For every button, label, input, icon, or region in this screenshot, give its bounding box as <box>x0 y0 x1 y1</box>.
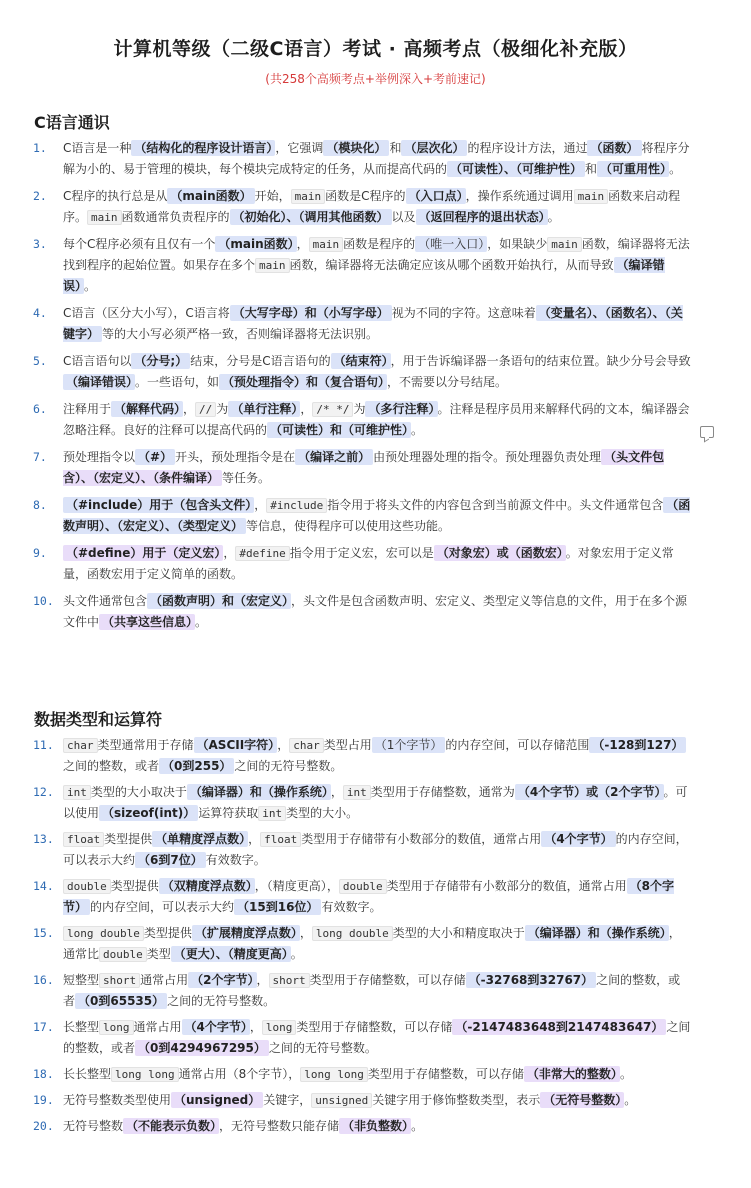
item-number: 1. <box>33 141 47 155</box>
code-snippet: int <box>63 785 91 800</box>
item-text: 运算符获取 <box>198 806 259 820</box>
highlight-text: （main函数） <box>215 236 296 252</box>
item-number: 16. <box>33 973 54 987</box>
highlight-text: （唯一入口） <box>415 236 487 252</box>
highlight-text: （大写字母）和（小写字母） <box>230 305 392 321</box>
highlight-text: （无符号整数） <box>540 1092 624 1108</box>
list-item <box>0 399 751 441</box>
code-snippet: float <box>63 832 104 847</box>
item-text: 类型用于存储整数，可以存储 <box>296 1020 453 1034</box>
highlight-text: （4个字节） <box>182 1019 250 1035</box>
code-snippet: long long <box>300 1067 368 1082</box>
code-snippet: main <box>255 258 290 273</box>
code-snippet: short <box>269 973 310 988</box>
item-text: 长长整型 <box>63 1067 112 1081</box>
highlight-text: （可重用性） <box>597 161 669 177</box>
highlight-text: （模块化） <box>323 140 389 156</box>
item-text: 。一些语句，如 <box>135 375 220 389</box>
item-text: 开始， <box>254 189 291 203</box>
list-item <box>0 1116 751 1137</box>
item-number: 20. <box>33 1119 54 1133</box>
item-number: 18. <box>33 1067 54 1081</box>
list-item <box>0 970 751 1012</box>
section-heading-datatypes: 数据类型和运算符 <box>34 710 163 729</box>
item-text: 长整型 <box>63 1020 100 1034</box>
highlight-text: （分号;） <box>131 353 190 369</box>
list-item <box>0 591 751 633</box>
item-text: 头文件通常包含 <box>63 594 148 608</box>
highlight-text: （#include）用于（包含头文件） <box>63 497 254 513</box>
list-item <box>0 735 751 777</box>
code-snippet: double <box>63 879 111 894</box>
code-snippet: long long <box>111 1067 179 1082</box>
list-item <box>0 186 751 228</box>
item-text: （8个字节） <box>226 1067 289 1081</box>
code-snippet: main <box>547 237 582 252</box>
item-text: 每个C程序必须有且仅有一个 <box>63 237 216 251</box>
item-text: 类型通常用于存储 <box>97 738 194 752</box>
item-text: 通常占用 <box>140 973 189 987</box>
item-text: 类型用于存储带有小数部分的数值，通常占用 <box>386 879 627 893</box>
code-snippet: int <box>258 806 286 821</box>
item-text: 的内存空间，可以表示大约 <box>63 832 688 867</box>
item-text: 类型用于存储带有小数部分的数值，通常占用 <box>301 832 542 846</box>
highlight-text: （编译器）和（操作系统） <box>525 925 669 941</box>
highlight-text: （0到65535） <box>75 993 167 1009</box>
item-text: 。 <box>411 1119 424 1133</box>
highlight-text: （8个字节） <box>63 879 674 914</box>
highlight-text: （非负整数） <box>339 1118 411 1134</box>
item-number: 6. <box>33 402 47 416</box>
item-number: 2. <box>33 189 47 203</box>
highlight-text: （4个字节）或（2个字节） <box>515 784 664 800</box>
code-snippet: double <box>99 947 147 962</box>
code-snippet: main <box>87 210 122 225</box>
list-item <box>0 1090 751 1111</box>
item-number: 11. <box>33 738 54 752</box>
list-item <box>0 303 751 345</box>
item-number: 15. <box>33 926 54 940</box>
list-c-basics <box>0 138 751 639</box>
highlight-text: （头文件包含）、（宏定义）、（条件编译） <box>63 450 665 485</box>
item-text: ， <box>326 879 339 893</box>
comment-icon[interactable] <box>700 426 714 438</box>
item-text: 。可以使用 <box>63 785 688 820</box>
item-text: 视为不同的字符。这意味着 <box>391 306 536 320</box>
code-snippet: main <box>309 237 344 252</box>
code-snippet: main <box>291 189 326 204</box>
item-text: 类型 <box>146 947 171 961</box>
highlight-text: （1个字节） <box>372 737 446 753</box>
item-text: ， <box>330 785 343 799</box>
code-snippet: float <box>260 832 301 847</box>
code-snippet: char <box>289 738 324 753</box>
item-text: ， <box>300 402 313 416</box>
item-text: C语言（区分大小写），C语言将 <box>63 306 230 320</box>
highlight-text: （sizeof(int)） <box>99 805 198 821</box>
list-item <box>0 876 751 918</box>
highlight-text: （编译错误） <box>63 258 665 293</box>
item-text: ， <box>299 926 312 940</box>
item-text: 。 <box>624 1093 637 1107</box>
highlight-text: （入口点） <box>406 188 466 204</box>
item-text: 结束，分号是C语言语句的 <box>190 354 331 368</box>
item-text: C语言语句以 <box>63 354 132 368</box>
item-text: 和 <box>585 162 598 176</box>
item-text: ， <box>277 738 290 752</box>
item-number: 7. <box>33 450 47 464</box>
highlight-text: （2个字节） <box>188 972 256 988</box>
highlight-text: （非常大的整数） <box>524 1066 620 1082</box>
item-text: 。 <box>619 1067 632 1081</box>
highlight-text: （编译之前） <box>295 449 373 465</box>
list-datatypes <box>0 735 751 1142</box>
item-text: 。注释是程序员用来解释代码的文本，编译器会忽略注释。良好的注释可以提高代码的 <box>63 402 690 437</box>
item-text: 的内存空间，可以存储范围 <box>445 738 590 752</box>
item-text: 类型占用 <box>323 738 372 752</box>
highlight-text: （对象宏）或（函数宏） <box>434 545 566 561</box>
item-number: 10. <box>33 594 54 608</box>
highlight-text: （初始化）、（调用其他函数） <box>230 209 392 225</box>
item-text: 关键字用于修饰整数类型，表示 <box>372 1093 541 1107</box>
item-text: 。 <box>411 423 424 437</box>
list-item <box>0 1017 751 1059</box>
item-text: 类型用于存储整数，可以存储 <box>367 1067 524 1081</box>
highlight-text: （4个字节） <box>541 831 615 847</box>
item-text: 。 <box>84 279 97 293</box>
item-text: 函数，编译器将无法找到程序的起始位置。如果存在多个 <box>63 237 690 272</box>
highlight-text: （结构化的程序设计语言） <box>131 140 275 156</box>
item-text: 无符号整数 <box>63 1119 124 1133</box>
code-snippet: int <box>343 785 371 800</box>
item-text: 指令用于定义宏，宏可以是 <box>289 546 434 560</box>
highlight-text: （共享这些信息） <box>99 614 195 630</box>
highlight-text: （函数） <box>587 140 641 156</box>
item-text: 类型用于存储整数，通常为 <box>370 785 515 799</box>
highlight-text: （15到16位） <box>234 899 321 915</box>
item-number: 9. <box>33 546 47 560</box>
item-number: 12. <box>33 785 54 799</box>
list-item <box>0 447 751 489</box>
item-text: 等任务。 <box>222 471 271 485</box>
item-text: 。 <box>547 210 560 224</box>
item-text: 指令用于将头文件的内容包含到当前源文件中。头文件通常包含 <box>327 498 664 512</box>
section-heading-c-basics: C语言通识 <box>34 113 110 132</box>
highlight-text: （更大）、（精度更高） <box>171 946 291 962</box>
highlight-text: （返回程序的退出状态） <box>416 209 548 225</box>
list-item <box>0 923 751 965</box>
item-number: 13. <box>33 832 54 846</box>
item-text: 类型提供 <box>143 926 192 940</box>
item-text: ， <box>254 879 267 893</box>
highlight-text: （不能表示负数） <box>123 1118 219 1134</box>
item-text: 。对象宏用于定义常量，函数宏用于定义简单的函数。 <box>63 546 674 581</box>
item-text: 。 <box>290 947 303 961</box>
item-text: 通常占用 <box>178 1067 227 1081</box>
item-text: 类型用于存储整数，可以存储 <box>309 973 466 987</box>
highlight-text: （函数声明）和（宏定义） <box>147 593 291 609</box>
item-number: 8. <box>33 498 47 512</box>
code-snippet: long double <box>63 926 144 941</box>
list-item <box>0 351 751 393</box>
item-number: 14. <box>33 879 54 893</box>
highlight-text: （解释代码） <box>111 401 183 417</box>
code-snippet: // <box>195 402 216 417</box>
highlight-text: （扩展精度浮点数） <box>192 925 300 941</box>
page-subtitle: (共258个高频考点+举例深入+考前速记) <box>265 72 486 86</box>
item-text: 函数是C程序的 <box>325 189 406 203</box>
item-text: 类型提供 <box>110 879 159 893</box>
item-text: ，头文件是包含函数声明、宏定义、类型定义等信息的文件，用于在多个源文件中 <box>63 594 688 629</box>
code-snippet: /* */ <box>312 402 353 417</box>
highlight-text: （main函数） <box>167 188 254 204</box>
item-text: 函数，编译器将无法确定应该从哪个函数开始执行，从而导致 <box>289 258 614 272</box>
item-text: 函数来启动程序。 <box>63 189 681 224</box>
item-text: C语言是一种 <box>63 141 132 155</box>
page-title: 计算机等级（二级C语言）考试 · 高频考点（极细化补充版） <box>113 38 638 60</box>
list-item <box>0 829 751 871</box>
item-text: 类型的大小。 <box>286 806 359 820</box>
item-text: 无符号整数类型使用 <box>63 1093 172 1107</box>
list-item <box>0 1064 751 1085</box>
item-text: 由预处理器处理的指令。预处理器负责处理 <box>373 450 602 464</box>
highlight-text: （预处理指令）和（复合语句） <box>219 374 387 390</box>
highlight-text: （层次化） <box>401 140 467 156</box>
item-number: 3. <box>33 237 47 251</box>
highlight-text: （ASCII字符） <box>194 737 278 753</box>
highlight-text: （单精度浮点数） <box>152 831 248 847</box>
item-text: 为 <box>353 402 366 416</box>
highlight-text: （多行注释） <box>365 401 437 417</box>
item-text: ， <box>254 498 267 512</box>
code-snippet: main <box>574 189 609 204</box>
item-text: 开头，预处理指令是在 <box>175 450 296 464</box>
item-text: ， <box>223 546 236 560</box>
highlight-text: （0到4294967295） <box>135 1040 269 1056</box>
item-text: ，如果缺少 <box>487 237 548 251</box>
highlight-text: （unsigned） <box>171 1092 263 1108</box>
highlight-text: （结束符） <box>331 353 391 369</box>
highlight-text: （双精度浮点数） <box>159 878 255 894</box>
item-text: 有效数字。 <box>205 853 266 867</box>
item-text: 之间的无符号整数。 <box>167 994 276 1008</box>
code-snippet: long <box>99 1020 134 1035</box>
item-text: 为 <box>216 402 229 416</box>
item-text: ， <box>288 1067 301 1081</box>
highlight-text: （-128到127） <box>589 737 686 753</box>
item-text: ，它强调 <box>275 141 324 155</box>
item-text: 类型提供 <box>104 832 153 846</box>
item-text: 将程序分解为小的、易于管理的模块，每个模块完成特定的任务，从而提高代码的 <box>63 141 690 176</box>
item-text: 的程序设计方法，通过 <box>467 141 588 155</box>
item-number: 4. <box>33 306 47 320</box>
item-text: 之间的整数，或者 <box>63 973 681 1008</box>
item-text: 。 <box>195 615 208 629</box>
list-item <box>0 543 751 585</box>
item-text: ， <box>249 1020 262 1034</box>
item-text: 之间的整数，或者 <box>63 1020 691 1055</box>
code-snippet: long <box>262 1020 297 1035</box>
item-number: 19. <box>33 1093 54 1107</box>
item-text: 以及 <box>391 210 416 224</box>
code-snippet: long double <box>312 926 393 941</box>
item-text: ， <box>296 237 309 251</box>
highlight-text: （可读性）、（可维护性） <box>447 161 585 177</box>
item-text: 等信息，使得程序可以使用这些功能。 <box>246 519 451 533</box>
code-snippet: unsigned <box>311 1093 372 1108</box>
item-text: 关键字， <box>263 1093 312 1107</box>
list-item <box>0 138 751 180</box>
item-number: 17. <box>33 1020 54 1034</box>
item-text: ，操作系统通过调用 <box>465 189 574 203</box>
item-text: 之间的整数，或者 <box>63 759 160 773</box>
item-text: ，通常比 <box>63 926 681 961</box>
code-snippet: #define <box>235 546 289 561</box>
item-text: 类型的大小和精度取决于 <box>392 926 525 940</box>
item-text: 预处理指令以 <box>63 450 136 464</box>
item-text: 的内存空间，可以表示大约 <box>90 900 235 914</box>
code-snippet: char <box>63 738 98 753</box>
item-text: 短整型 <box>63 973 100 987</box>
item-text: ，无符号整数只能存储 <box>219 1119 340 1133</box>
highlight-text: （变量名）、（函数名）、（关键字） <box>63 306 683 341</box>
highlight-text: （-2147483648到2147483647） <box>452 1019 666 1035</box>
item-text: 注释用于 <box>63 402 112 416</box>
item-text: ， <box>256 973 269 987</box>
highlight-text: （0到255） <box>159 758 234 774</box>
highlight-text: （编译错误） <box>63 374 135 390</box>
item-text: ，不需要以分号结尾。 <box>387 375 508 389</box>
item-text: ， <box>183 402 196 416</box>
item-text: （精度更高） <box>266 879 327 893</box>
code-snippet: #include <box>266 498 327 513</box>
highlight-text: （函数声明）、（宏定义）、（类型定义） <box>63 498 691 533</box>
item-text: 通常占用 <box>133 1020 182 1034</box>
code-snippet: double <box>339 879 387 894</box>
code-snippet: short <box>99 973 140 988</box>
highlight-text: （单行注释） <box>228 401 300 417</box>
highlight-text: （编译器）和（操作系统） <box>187 784 331 800</box>
highlight-text: （#define）用于（定义宏） <box>63 545 223 561</box>
list-item <box>0 782 751 824</box>
item-text: ，用于告诉编译器一条语句的结束位置。缺少分号会导致 <box>390 354 691 368</box>
item-text: 有效数字。 <box>321 900 382 914</box>
list-item <box>0 234 751 297</box>
highlight-text: （-32768到32767） <box>466 972 596 988</box>
highlight-text: （6到7位） <box>135 852 206 868</box>
item-text: 。 <box>669 162 682 176</box>
item-text: 之间的无符号整数。 <box>268 1041 377 1055</box>
item-number: 5. <box>33 354 47 368</box>
highlight-text: （可读性）和（可维护性） <box>267 422 411 438</box>
item-text: 函数通常负责程序的 <box>121 210 230 224</box>
item-text: 类型的大小取决于 <box>90 785 187 799</box>
item-text: 函数是程序的 <box>343 237 416 251</box>
item-text: 等的大小写必须严格一致，否则编译器将无法识别。 <box>102 327 379 341</box>
item-text: C程序的执行总是从 <box>63 189 168 203</box>
list-item <box>0 495 751 537</box>
item-text: 和 <box>389 141 402 155</box>
item-text: ， <box>248 832 261 846</box>
highlight-text: （#） <box>135 449 175 465</box>
item-text: 之间的无符号整数。 <box>234 759 343 773</box>
